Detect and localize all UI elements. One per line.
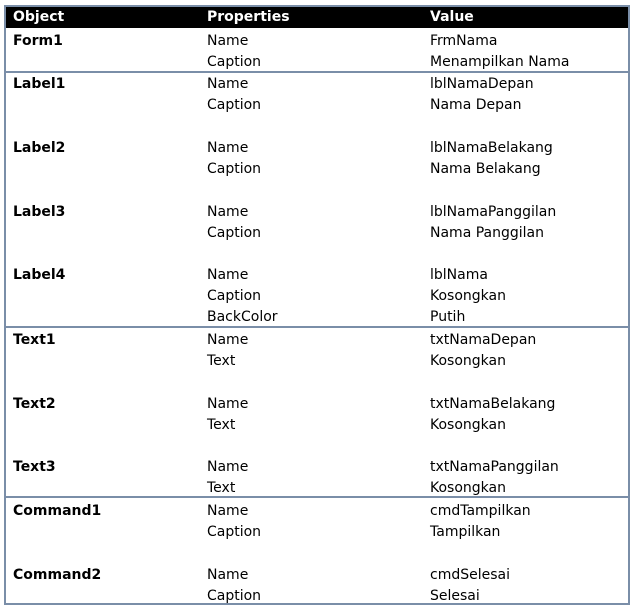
value-cell: Kosongkan — [430, 288, 506, 304]
property-cell: Text — [207, 480, 236, 496]
property-cell: Name — [207, 396, 249, 412]
property-cell: Caption — [207, 524, 262, 540]
object-cell: Label3 — [13, 204, 66, 220]
value-cell: lblNamaBelakang — [430, 140, 553, 156]
value-cell: Putih — [430, 309, 466, 325]
property-cell: Caption — [207, 97, 262, 113]
group-divider — [6, 496, 628, 498]
property-cell: Name — [207, 204, 249, 220]
value-cell: cmdSelesai — [430, 567, 510, 583]
value-cell: Selesai — [430, 588, 480, 604]
group-divider — [6, 71, 628, 73]
object-cell: Text3 — [13, 459, 56, 475]
value-cell: Nama Panggilan — [430, 225, 544, 241]
property-cell: Name — [207, 503, 249, 519]
property-cell: Name — [207, 76, 249, 92]
value-cell: Tampilkan — [430, 524, 501, 540]
object-cell: Form1 — [13, 33, 63, 49]
value-cell: lblNama — [430, 267, 488, 283]
object-cell: Text2 — [13, 396, 56, 412]
property-cell: Name — [207, 140, 249, 156]
object-cell: Text1 — [13, 332, 56, 348]
property-cell: Name — [207, 267, 249, 283]
value-cell: Kosongkan — [430, 353, 506, 369]
value-cell: lblNamaPanggilan — [430, 204, 557, 220]
property-cell: Name — [207, 332, 249, 348]
value-cell: Kosongkan — [430, 417, 506, 433]
property-cell: Name — [207, 459, 249, 475]
value-cell: Menampilkan Nama — [430, 54, 570, 70]
properties-table — [4, 5, 630, 605]
property-cell: Name — [207, 33, 249, 49]
property-cell: Text — [207, 353, 236, 369]
property-cell: Name — [207, 567, 249, 583]
value-cell: txtNamaDepan — [430, 332, 537, 348]
value-cell: Nama Depan — [430, 97, 522, 113]
table-header — [6, 7, 628, 28]
object-cell: Label1 — [13, 76, 66, 92]
property-cell: Text — [207, 417, 236, 433]
object-cell: Command2 — [13, 567, 102, 583]
header-object: Object — [13, 9, 65, 25]
value-cell: Nama Belakang — [430, 161, 541, 177]
group-divider — [6, 326, 628, 328]
property-cell: Caption — [207, 161, 262, 177]
value-cell: FrmNama — [430, 33, 498, 49]
value-cell: Kosongkan — [430, 480, 506, 496]
property-cell: Caption — [207, 54, 262, 70]
value-cell: lblNamaDepan — [430, 76, 534, 92]
object-cell: Command1 — [13, 503, 102, 519]
value-cell: cmdTampilkan — [430, 503, 531, 519]
header-value: Value — [430, 9, 474, 25]
property-cell: Caption — [207, 588, 262, 604]
property-cell: Caption — [207, 225, 262, 241]
property-cell: BackColor — [207, 309, 278, 325]
object-cell: Label2 — [13, 140, 66, 156]
value-cell: txtNamaPanggilan — [430, 459, 559, 475]
header-properties: Properties — [207, 9, 290, 25]
property-cell: Caption — [207, 288, 262, 304]
object-cell: Label4 — [13, 267, 66, 283]
value-cell: txtNamaBelakang — [430, 396, 556, 412]
